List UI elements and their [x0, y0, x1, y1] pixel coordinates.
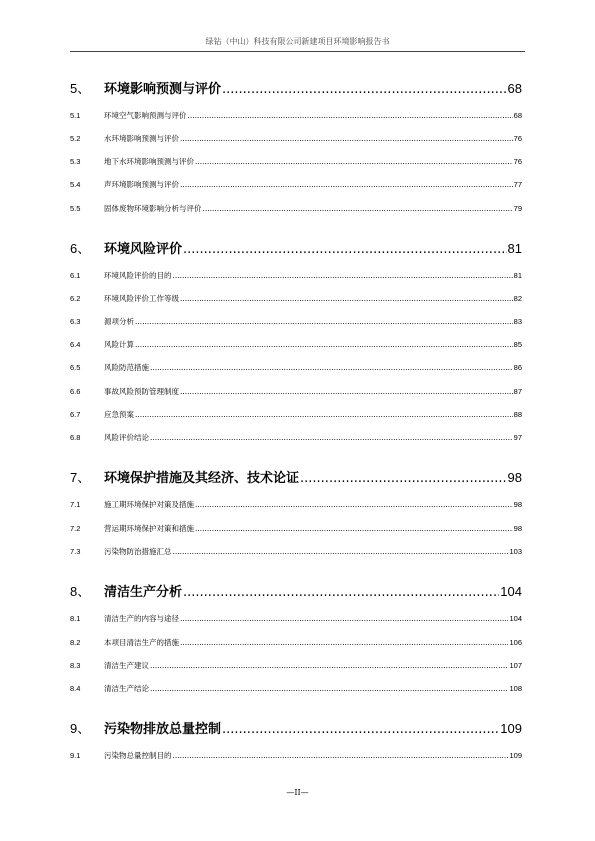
toc-entry-title: 清洁生产分析 — [104, 585, 183, 600]
toc-entry-page: 82 — [513, 294, 522, 303]
toc-dot-leader — [135, 317, 513, 326]
toc-entry-page: 107 — [509, 661, 522, 670]
toc-section-entry[interactable] — [70, 432, 522, 444]
toc-section-entry[interactable] — [70, 133, 522, 145]
toc-entry-title: 源项分析 — [104, 317, 134, 326]
toc-dot-leader — [180, 614, 508, 623]
toc-entry-title: 本项目清洁生产的措施 — [104, 638, 179, 647]
toc-entry-number: 6.8 — [70, 433, 81, 442]
toc-chapter-entry[interactable] — [70, 718, 522, 738]
toc-entry-page: 104 — [500, 584, 522, 599]
toc-entry-title: 环境保护措施及其经济、技术论证 — [104, 471, 300, 486]
toc-dot-leader — [300, 471, 507, 486]
toc-entry-number: 6.5 — [70, 363, 81, 372]
toc-dot-leader — [150, 684, 508, 693]
toc-entry-number: 5、 — [70, 81, 91, 96]
toc-chapter-entry[interactable] — [70, 467, 522, 487]
toc-dot-leader — [180, 134, 513, 143]
toc-entry-page: 77 — [513, 180, 522, 189]
toc-entry-number: 8、 — [70, 584, 91, 599]
toc-dot-leader — [195, 500, 513, 509]
toc-dot-leader — [173, 271, 513, 280]
toc-section-entry[interactable] — [70, 683, 522, 695]
toc-entry-number: 6.3 — [70, 317, 81, 326]
toc-section-entry[interactable] — [70, 316, 522, 328]
toc-entry-title: 污染物排放总量控制 — [104, 722, 222, 737]
toc-section-entry[interactable] — [70, 637, 522, 649]
toc-entry-number: 5.2 — [70, 134, 81, 143]
toc-entry-number: 6.2 — [70, 294, 81, 303]
toc-section-entry[interactable] — [70, 499, 522, 511]
toc-entry-title: 水环境影响预测与评价 — [104, 134, 179, 143]
toc-section-entry[interactable] — [70, 546, 522, 558]
toc-entry-page: 88 — [513, 410, 522, 419]
toc-entry-page: 87 — [513, 387, 522, 396]
toc-entry-number: 6、 — [70, 241, 91, 256]
toc-entry-number: 7.3 — [70, 547, 81, 556]
toc-entry-number: 8.1 — [70, 614, 81, 623]
page-number: —II— — [286, 788, 309, 797]
toc-chapter-entry[interactable] — [70, 78, 522, 98]
toc-entry-number: 7.2 — [70, 524, 81, 533]
toc-entry-page: 104 — [509, 614, 522, 623]
toc-dot-leader — [150, 661, 508, 670]
toc-entry-page: 68 — [513, 111, 522, 120]
toc-entry-page: 98 — [507, 470, 522, 485]
toc-entry-title: 清洁生产建议 — [104, 661, 149, 670]
toc-entry-page: 109 — [500, 721, 522, 736]
toc-dot-leader — [203, 204, 513, 213]
toc-entry-title: 环境风险评价工作等级 — [104, 294, 179, 303]
toc-entry-page: 108 — [509, 684, 522, 693]
toc-entry-page: 76 — [513, 157, 522, 166]
toc-entry-title: 环境影响预测与评价 — [104, 82, 222, 97]
toc-dot-leader — [180, 294, 513, 303]
toc-entry-number: 5.3 — [70, 157, 81, 166]
header-divider — [70, 51, 525, 52]
toc-entry-page: 79 — [513, 204, 522, 213]
toc-section-entry[interactable] — [70, 293, 522, 305]
toc-dot-leader — [183, 242, 507, 257]
toc-dot-leader — [183, 585, 499, 600]
toc-dot-leader — [195, 524, 513, 533]
toc-entry-page: 81 — [513, 271, 522, 280]
toc-entry-number: 9、 — [70, 721, 91, 736]
toc-entry-page: 103 — [509, 547, 522, 556]
toc-dot-leader — [135, 410, 513, 419]
toc-dot-leader — [195, 157, 513, 166]
toc-entry-number: 5.4 — [70, 180, 81, 189]
toc-entry-page: 85 — [513, 340, 522, 349]
toc-dot-leader — [180, 387, 513, 396]
toc-entry-number: 7、 — [70, 470, 91, 485]
toc-section-entry[interactable] — [70, 613, 522, 625]
toc-entry-title: 环境空气影响预测与评价 — [104, 111, 187, 120]
toc-dot-leader — [188, 111, 513, 120]
toc-dot-leader — [180, 638, 508, 647]
toc-dot-leader — [222, 722, 499, 737]
toc-entry-title: 风险计算 — [104, 340, 134, 349]
toc-entry-page: 83 — [513, 317, 522, 326]
toc-entry-title: 地下水环境影响预测与评价 — [104, 157, 194, 166]
toc-entry-title: 风险防范措施 — [104, 363, 149, 372]
toc-entry-title: 声环境影响预测与评价 — [104, 180, 179, 189]
toc-entry-number: 5.1 — [70, 111, 81, 120]
toc-section-entry[interactable] — [70, 156, 522, 168]
toc-entry-title: 污染物总量控制目的 — [104, 751, 172, 760]
toc-section-entry[interactable] — [70, 409, 522, 421]
toc-entry-number: 6.6 — [70, 387, 81, 396]
toc-entry-number: 6.1 — [70, 271, 81, 280]
toc-section-entry[interactable] — [70, 339, 522, 351]
toc-dot-leader — [150, 433, 513, 442]
toc-entry-title: 固体废物环境影响分析与评价 — [104, 204, 202, 213]
toc-section-entry[interactable] — [70, 179, 522, 191]
toc-section-entry[interactable] — [70, 750, 522, 762]
toc-entry-page: 76 — [513, 134, 522, 143]
toc-entry-title: 事故风险预防管理制度 — [104, 387, 179, 396]
toc-entry-title: 风险评价结论 — [104, 433, 149, 442]
toc-dot-leader — [222, 82, 507, 97]
toc-entry-title: 施工期环境保护对策及措施 — [104, 500, 194, 509]
toc-entry-title: 应急预案 — [104, 410, 134, 419]
toc-section-entry[interactable] — [70, 386, 522, 398]
toc-entry-page: 97 — [513, 433, 522, 442]
toc-section-entry[interactable] — [70, 523, 522, 535]
toc-dot-leader — [173, 547, 509, 556]
toc-dot-leader — [135, 340, 513, 349]
toc-entry-number: 9.1 — [70, 751, 81, 760]
toc-section-entry[interactable] — [70, 203, 522, 215]
toc-chapter-entry[interactable] — [70, 581, 522, 601]
toc-entry-page: 81 — [507, 241, 522, 256]
toc-entry-number: 6.4 — [70, 340, 81, 349]
toc-entry-title: 清洁生产的内容与途径 — [104, 614, 179, 623]
toc-entry-page: 98 — [513, 500, 522, 509]
toc-dot-leader — [180, 180, 513, 189]
toc-entry-title: 环境风险评价 — [104, 242, 183, 257]
toc-entry-title: 清洁生产结论 — [104, 684, 149, 693]
toc-entry-page: 106 — [509, 638, 522, 647]
toc-entry-number: 8.3 — [70, 661, 81, 670]
toc-entry-number: 8.2 — [70, 638, 81, 647]
toc-entry-number: 6.7 — [70, 410, 81, 419]
toc-entry-page: 109 — [509, 751, 522, 760]
toc-entry-page: 86 — [513, 363, 522, 372]
toc-entry-title: 营运期环境保护对策和措施 — [104, 524, 194, 533]
toc-entry-number: 8.4 — [70, 684, 81, 693]
toc-chapter-entry[interactable] — [70, 238, 522, 258]
toc-entry-number: 5.5 — [70, 204, 81, 213]
toc-section-entry[interactable] — [70, 362, 522, 374]
toc-entry-title: 环境风险评价的目的 — [104, 271, 172, 280]
toc-dot-leader — [173, 751, 509, 760]
toc-entry-title: 污染物防治措施汇总 — [104, 547, 172, 556]
toc-dot-leader — [150, 363, 513, 372]
toc-section-entry[interactable] — [70, 660, 522, 672]
toc-entry-page: 68 — [507, 81, 522, 96]
toc-entry-page: 98 — [513, 524, 522, 533]
toc-entry-number: 7.1 — [70, 500, 81, 509]
toc-section-entry[interactable] — [70, 270, 522, 282]
running-header: 绿钻（中山）科技有限公司新建项目环境影响报告书 — [205, 37, 390, 46]
toc-section-entry[interactable] — [70, 110, 522, 122]
